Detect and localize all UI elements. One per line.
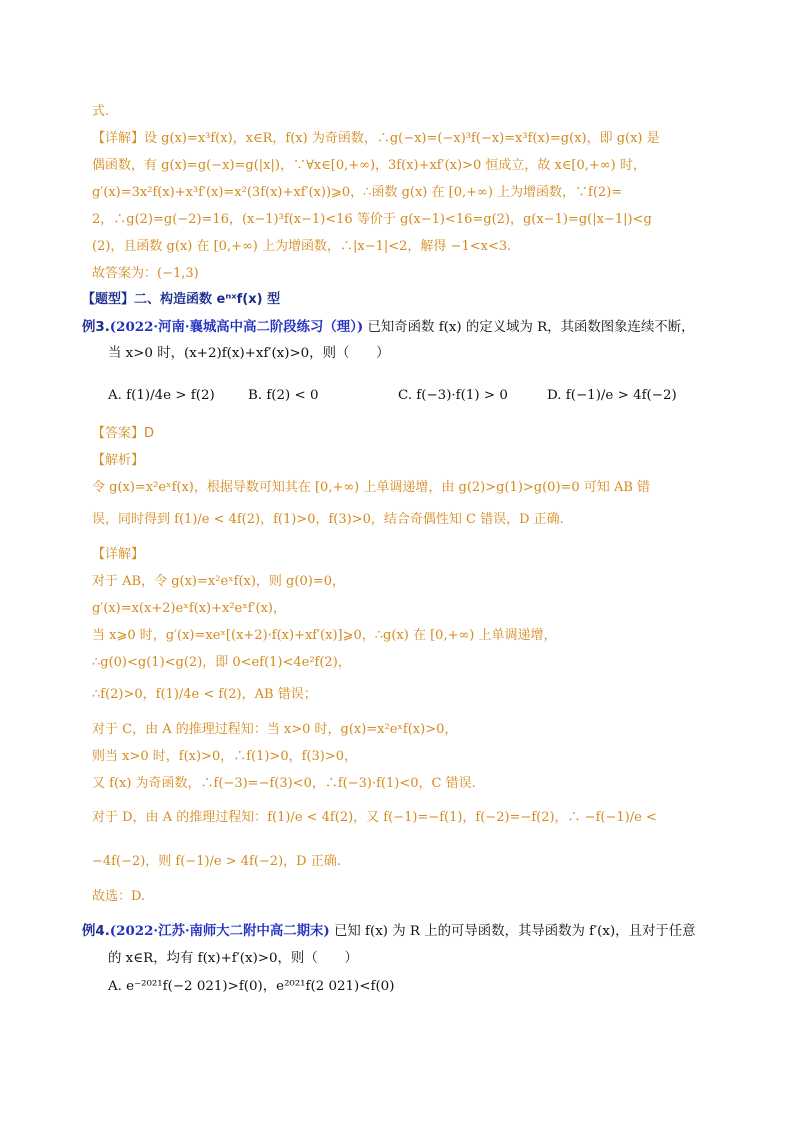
example-label: 例3. (82, 320, 110, 335)
detail-line: 则当 x>0 时，f(x)>0，∴f(1)>0，f(3)>0， (92, 749, 357, 764)
example-3-stem (82, 319, 695, 336)
answer-line: 故答案为：(−1,3) (92, 266, 199, 281)
example-source: (2022·河南·襄城高中高二阶段练习（理）) (109, 319, 364, 335)
detail-conclusion: 故选：D. (92, 889, 146, 904)
answer-value: D (144, 426, 155, 441)
solution-line: 2，∴g(2)=g(−2)=16，(x−1)³f(x−1)<16 等价于 g(x−1)<16=g(2)，g(x−1)=g(|x−1|)<g (92, 212, 652, 227)
detail-line: g′(x)=x(x+2)eˣf(x)+x²eˣf′(x)， (92, 601, 286, 616)
detail-label: 【详解】 (92, 547, 145, 562)
solution-line: 式. (92, 104, 110, 119)
example-text: 已知奇函数 f(x) 的定义域为 R，其函数图象连续不断， (363, 320, 695, 335)
solution-line: (2)，且函数 g(x) 在 [0,+∞) 上为增函数，∴|x−1|<2，解得 −1<x<3. (92, 239, 512, 254)
detail-line: 对于 AB，令 g(x)=x²eˣf(x)，则 g(0)=0， (92, 574, 345, 589)
example-label: 例4. (82, 924, 110, 939)
detail-line: ∴f(2)>0，f(1)/4e < f(2)，AB 错误； (92, 687, 317, 702)
detail-line: 对于 D，由 A 的推理过程知：f(1)/e < 4f(2)，又 f(−1)=−f(1)，f(−2)=−f(2)，∴ −f(−1)/e < (92, 810, 657, 825)
option-a: A. f(1)/4e > f(2) (108, 388, 215, 403)
example-3-stem-cont: 当 x>0 时，(x+2)f(x)+xf′(x)>0，则（ ） (108, 346, 390, 361)
detail-line: ∴g(0)<g(1)<g(2)，即 0<ef(1)<4e²f(2)， (92, 655, 351, 670)
analysis-label: 【解析】 (92, 453, 145, 468)
solution-line: 偶函数，有 g(x)=g(−x)=g(|x|)，∵∀x∈[0,+∞)，3f(x)+xf′(x)>0 恒成立，故 x∈[0,+∞) 时， (92, 158, 646, 173)
detail-line: 又 f(x) 为奇函数，∴f(−3)=−f(3)<0，∴f(−3)·f(1)<0，C 错误. (92, 776, 476, 791)
analysis-line: 令 g(x)=x²eˣf(x)，根据导数可知其在 [0,+∞) 上单调递增，由 g(2)>g(1)>g(0)=0 可知 AB 错 (92, 480, 651, 495)
option-c: C. f(−3)·f(1) > 0 (398, 388, 508, 403)
option-b: B. f(2) < 0 (248, 388, 319, 403)
solution-line: g′(x)=3x²f(x)+x³f′(x)=x²(3f(x)+xf′(x))⩾0，∴函数 g(x) 在 [0,+∞) 上为增函数，∵f(2)= (92, 185, 623, 200)
detail-line: 对于 C，由 A 的推理过程知：当 x>0 时，g(x)=x²eˣf(x)>0， (92, 722, 458, 737)
option-d: D. f(−1)/e > 4f(−2) (547, 388, 677, 403)
answer-row (92, 426, 154, 442)
example-text: 已知 f(x) 为 R 上的可导函数，其导函数为 f′(x)，且对于任意 (329, 924, 696, 939)
detail-line: 当 x⩾0 时，g′(x)=xeˣ[(x+2)·f(x)+xf′(x)]⩾0，∴g(x) 在 [0,+∞) 上单调递增， (92, 628, 557, 643)
analysis-line: 误，同时得到 f(1)/e < 4f(2)，f(1)>0，f(3)>0，结合奇偶性知 C 错误，D 正确. (92, 512, 564, 527)
question-type-heading: 【题型】二、构造函数 eⁿˣf(x) 型 (82, 292, 281, 307)
detail-line: −4f(−2)，则 f(−1)/e > 4f(−2)，D 正确. (92, 854, 341, 869)
example-4-option-a: A. e⁻²⁰²¹f(−2 021)>f(0)，e²⁰²¹f(2 021)<f(0) (108, 979, 395, 994)
example-4-stem-cont: 的 x∈R，均有 f(x)+f′(x)>0，则（ ） (108, 951, 358, 966)
example-source: (2022·江苏·南师大二附中高二期末) (109, 923, 330, 939)
example-4-stem (82, 923, 696, 940)
solution-line: 【详解】设 g(x)=x³f(x)，x∈R，f(x) 为奇函数，∴g(−x)=(−x)³f(−x)=x³f(x)=g(x)，即 g(x) 是 (92, 131, 660, 146)
answer-label: 【答案】 (92, 426, 145, 441)
